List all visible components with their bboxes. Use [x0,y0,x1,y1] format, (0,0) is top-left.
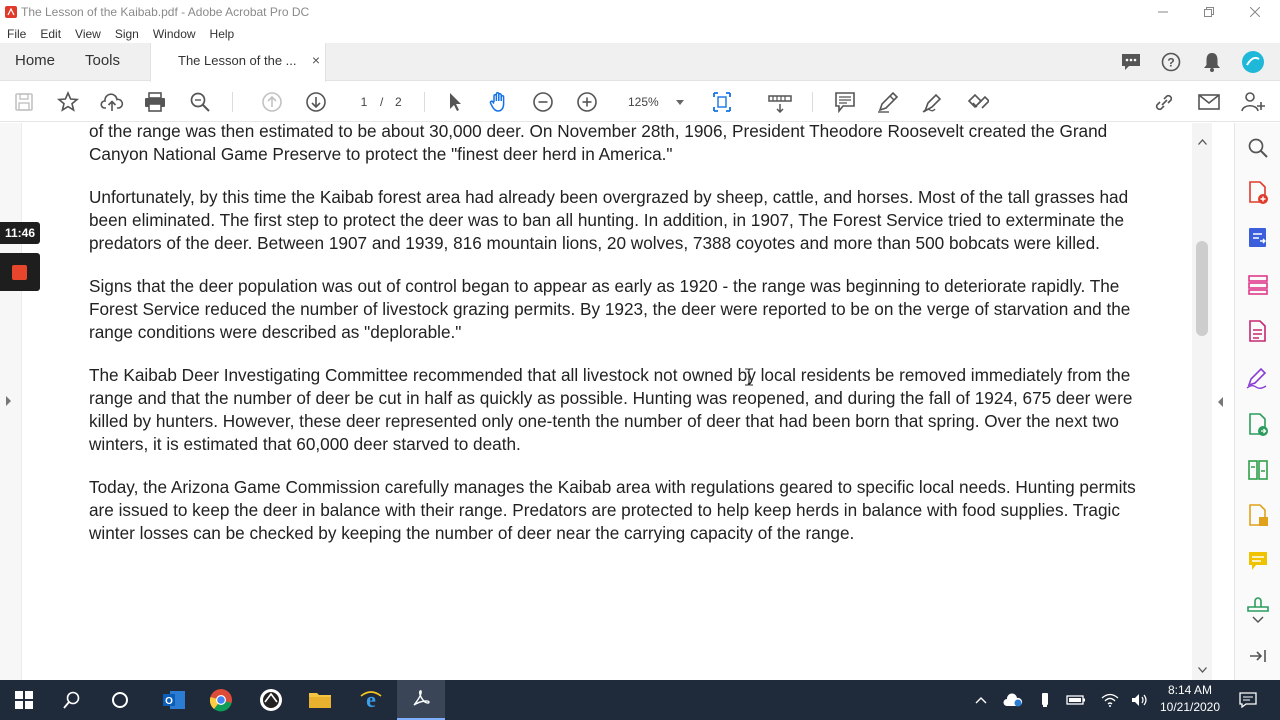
comments-button[interactable] [1119,51,1143,73]
paragraph: The Kaibab Deer Investigating Committee recommended that all livestock not owned by local residents be removed immediately from the range and that the number of deer be cut in half as quickly as possible. Hunting was reopened, and during the fall of 1924, 675 deer were killed by hunters. However, these deer represented only one-tenth the number of deer that had been born that spring. Over the next two winters, it is estimated that 60,000 deer starved to death. [89,365,1133,454]
app-icon-taskbar[interactable] [247,680,295,720]
scroll-up-icon[interactable] [1198,139,1207,145]
organize-pages-icon [1247,274,1269,296]
fill-sign-icon [1246,367,1270,389]
zoom-in-button[interactable] [575,91,599,113]
printer-icon [144,92,166,112]
window-title: The Lesson of the Kaibab.pdf - Adobe Acrobat Pro DC [21,5,310,19]
sticky-note-icon [834,91,856,113]
svg-text:e: e [366,688,376,712]
compare-files-tool[interactable] [1246,458,1270,482]
title-bar [0,0,1280,24]
arrow-down-circle-icon [305,91,327,113]
file-explorer-app[interactable] [296,680,344,720]
right-tools-panel [1234,123,1280,680]
fit-page-icon [712,91,736,113]
close-icon [1250,7,1260,17]
paragraph: of the range was then estimated to be about 30,000 deer. On November 28th, 1906, President Theodore Roosevelt created the Grand Canyon National Game Preserve to protect the "finest deer herd in America." [89,123,1108,164]
pdf-page-text [89,123,1149,565]
hand-icon [488,91,510,113]
folder-icon [308,690,332,710]
document-viewer[interactable] [0,123,1234,680]
zoom-out-button[interactable] [531,91,555,113]
tab-tools[interactable]: Tools [85,52,121,69]
account-button[interactable] [1241,51,1265,73]
menu-edit[interactable]: Edit [40,26,62,41]
restore-icon [1204,7,1214,17]
paragraph: Signs that the deer population was out of control began to appear as early as 1920 - the range was beginning to deteriorate rapidly. The Forest Service reduced the number of livestock grazing permits. By 1923, the deer were reported to be on the verge of starvation and the range conditions were described as "deplorable." [89,276,1131,342]
export-pdf-icon [1247,226,1269,250]
tab-home[interactable]: Home [15,52,56,69]
help-icon [1161,52,1181,72]
cloud-upload-icon [100,91,124,113]
page-number-input[interactable]: 1 [360,95,368,109]
acrobat-icon [410,688,432,710]
clock-time: 8:14 AM [1167,683,1213,697]
text-cursor-icon [744,368,754,386]
save-icon [14,92,34,112]
toolbar-divider [232,92,233,112]
zoom-search-icon [189,91,211,113]
acrobat-taskbar-app[interactable] [397,680,445,720]
chevron-down-icon [1252,616,1264,624]
edit-pdf-tool[interactable] [1246,320,1270,344]
edit-pdf-icon [1247,320,1269,344]
avatar-icon [1241,50,1265,74]
minimize-button[interactable] [1140,0,1186,24]
menu-file[interactable]: File [7,26,27,41]
next-page-button[interactable] [304,91,328,113]
windows-logo-icon [15,691,33,709]
expand-tools-chevron[interactable] [1246,611,1270,629]
create-pdf-tool[interactable] [1246,181,1270,205]
send-for-signature-tool[interactable] [1246,413,1270,437]
recording-timer: 11:46 [0,222,40,244]
help-button[interactable] [1159,51,1183,73]
send-signature-icon [1247,413,1269,437]
link-icon [1152,91,1176,113]
organize-pages-tool[interactable] [1246,273,1270,297]
cloud-icon [1003,693,1023,707]
tab-bar [0,43,1280,81]
show-hidden-icons-button[interactable] [971,690,991,710]
previous-page-button[interactable] [260,91,284,113]
search-button[interactable] [188,91,212,113]
page-fit-button[interactable] [712,91,736,113]
system-clock[interactable] [1150,682,1230,716]
minus-circle-icon [532,91,554,113]
outlook-app[interactable] [150,680,198,720]
toolbar-divider [424,92,425,112]
fill-sign-button[interactable] [965,91,989,113]
outlook-icon [162,688,186,712]
comment-tool[interactable] [1246,549,1270,573]
pen-nib-icon [921,91,945,113]
cortana-button[interactable] [96,680,144,720]
svg-text:O: O [165,696,173,707]
create-pdf-icon [1247,181,1269,205]
comment-button[interactable] [833,91,857,113]
plus-circle-icon [576,91,598,113]
chevron-down-icon [676,100,684,105]
menu-bar [0,24,1280,43]
menu-sign[interactable]: Sign [114,26,139,41]
scroll-mode-icon [768,91,792,113]
acrobat-app-icon [5,6,17,18]
email-button[interactable] [1197,91,1221,113]
left-panel-strip [0,123,22,680]
panel-collapse-icon [1249,648,1267,664]
sign-hand-icon [965,91,989,113]
arrow-up-circle-icon [261,91,283,113]
onedrive-tray-icon[interactable] [1003,690,1023,710]
scroll-mode-button[interactable] [768,91,792,113]
scroll-down-icon[interactable] [1198,667,1207,673]
wifi-tray-icon[interactable] [1100,690,1120,710]
hand-tool-button[interactable] [487,91,511,113]
minimize-icon [1158,7,1168,17]
restore-button[interactable] [1186,0,1232,24]
bell-icon [1203,52,1221,72]
expand-left-panel-icon[interactable] [6,396,11,406]
bookmark-button[interactable] [56,91,80,113]
internet-explorer-app[interactable] [347,680,395,720]
usb-drive-icon [1040,692,1050,708]
menu-view[interactable]: View [75,26,101,41]
battery-icon [1066,694,1086,706]
fill-sign-tool[interactable] [1246,366,1270,390]
paragraph: Unfortunately, by this time the Kaibab forest area had already been overgrazed by sheep, cattle, and horses. Most of the tall grasses had been eliminated. The first step to protect the deer was to ban all hunting. In addition, in 1907, The Forest Service tried to exterminate the predators of the deer. Between 1907 and 1939, 816 mountain lions, 20 wolves, 7388 coyotes and more than 500 bobcats were killed. [89,187,1129,253]
compare-icon [1247,459,1269,481]
paragraph: Today, the Arizona Game Commission carefully manages the Kaibab area with regulations geared to specific local needs. Hunting permits are issued to keep the deer in balance with their range. Predators are protected to help keep herds in balance with food supplies. Tragic winter losses can be checked by keeping the number of deer near the carrying capacity of the range. [89,477,1136,543]
page-separator: / [380,95,384,109]
start-button[interactable] [0,680,48,720]
tab-document-label: The Lesson of the ... [178,53,297,68]
add-user-icon [1241,91,1265,113]
save-button[interactable] [12,91,36,113]
internet-explorer-icon [359,688,383,712]
chat-bubble-icon [1121,53,1141,71]
search-icon [63,691,81,709]
export-pdf-tool[interactable] [1246,226,1270,250]
pencil-icon [877,91,901,113]
volume-tray-icon[interactable] [1130,690,1150,710]
close-window-button[interactable] [1232,0,1278,24]
select-tool-button[interactable] [443,91,467,113]
search-tool[interactable] [1246,136,1270,160]
share-link-button[interactable] [1152,91,1176,113]
battery-tray-icon[interactable] [1066,690,1086,710]
svg-text:?: ? [1167,55,1175,70]
add-person-button[interactable] [1241,91,1265,113]
scan-icon [1247,504,1269,528]
taskbar-search-button[interactable] [48,680,96,720]
clock-date: 10/21/2020 [1159,700,1221,714]
comment-icon [1247,550,1269,572]
collapse-panel-button[interactable] [1246,644,1270,668]
cortana-circle-icon [111,691,129,709]
page-total: 2 [395,95,402,109]
search-icon [1247,137,1269,159]
speaker-icon [1131,693,1149,707]
draw-button[interactable] [921,91,945,113]
chrome-icon [209,688,233,712]
wifi-icon [1101,693,1119,707]
stop-recording-button[interactable] [0,253,40,291]
device-tray-icon[interactable] [1035,690,1055,710]
close-tab-icon[interactable]: × [311,52,320,68]
menu-help[interactable]: Help [209,26,235,41]
chevron-up-icon [975,696,987,704]
tab-document[interactable] [150,43,326,82]
collapse-right-panel-icon[interactable] [1218,397,1223,407]
notification-center-icon [1239,692,1257,708]
dark-circle-app-icon [259,688,283,712]
star-icon [57,91,79,113]
zoom-level-value: 125% [628,95,659,109]
toolbar-divider [812,92,813,112]
windows-taskbar [0,680,1280,720]
scan-ocr-tool[interactable] [1246,504,1270,528]
scrollbar-thumb[interactable] [1196,241,1208,336]
action-center-button[interactable] [1238,690,1258,710]
zoom-level-dropdown[interactable] [612,92,692,112]
pointer-arrow-icon [447,92,463,112]
toolbar [0,82,1280,122]
print-button[interactable] [143,91,167,113]
highlight-button[interactable] [877,91,901,113]
stop-icon [12,265,27,280]
menu-window[interactable]: Window [152,26,196,41]
envelope-icon [1197,92,1221,112]
chrome-app[interactable] [197,680,245,720]
notifications-button[interactable] [1200,51,1224,73]
upload-button[interactable] [100,91,124,113]
vertical-scrollbar[interactable] [1192,123,1212,680]
